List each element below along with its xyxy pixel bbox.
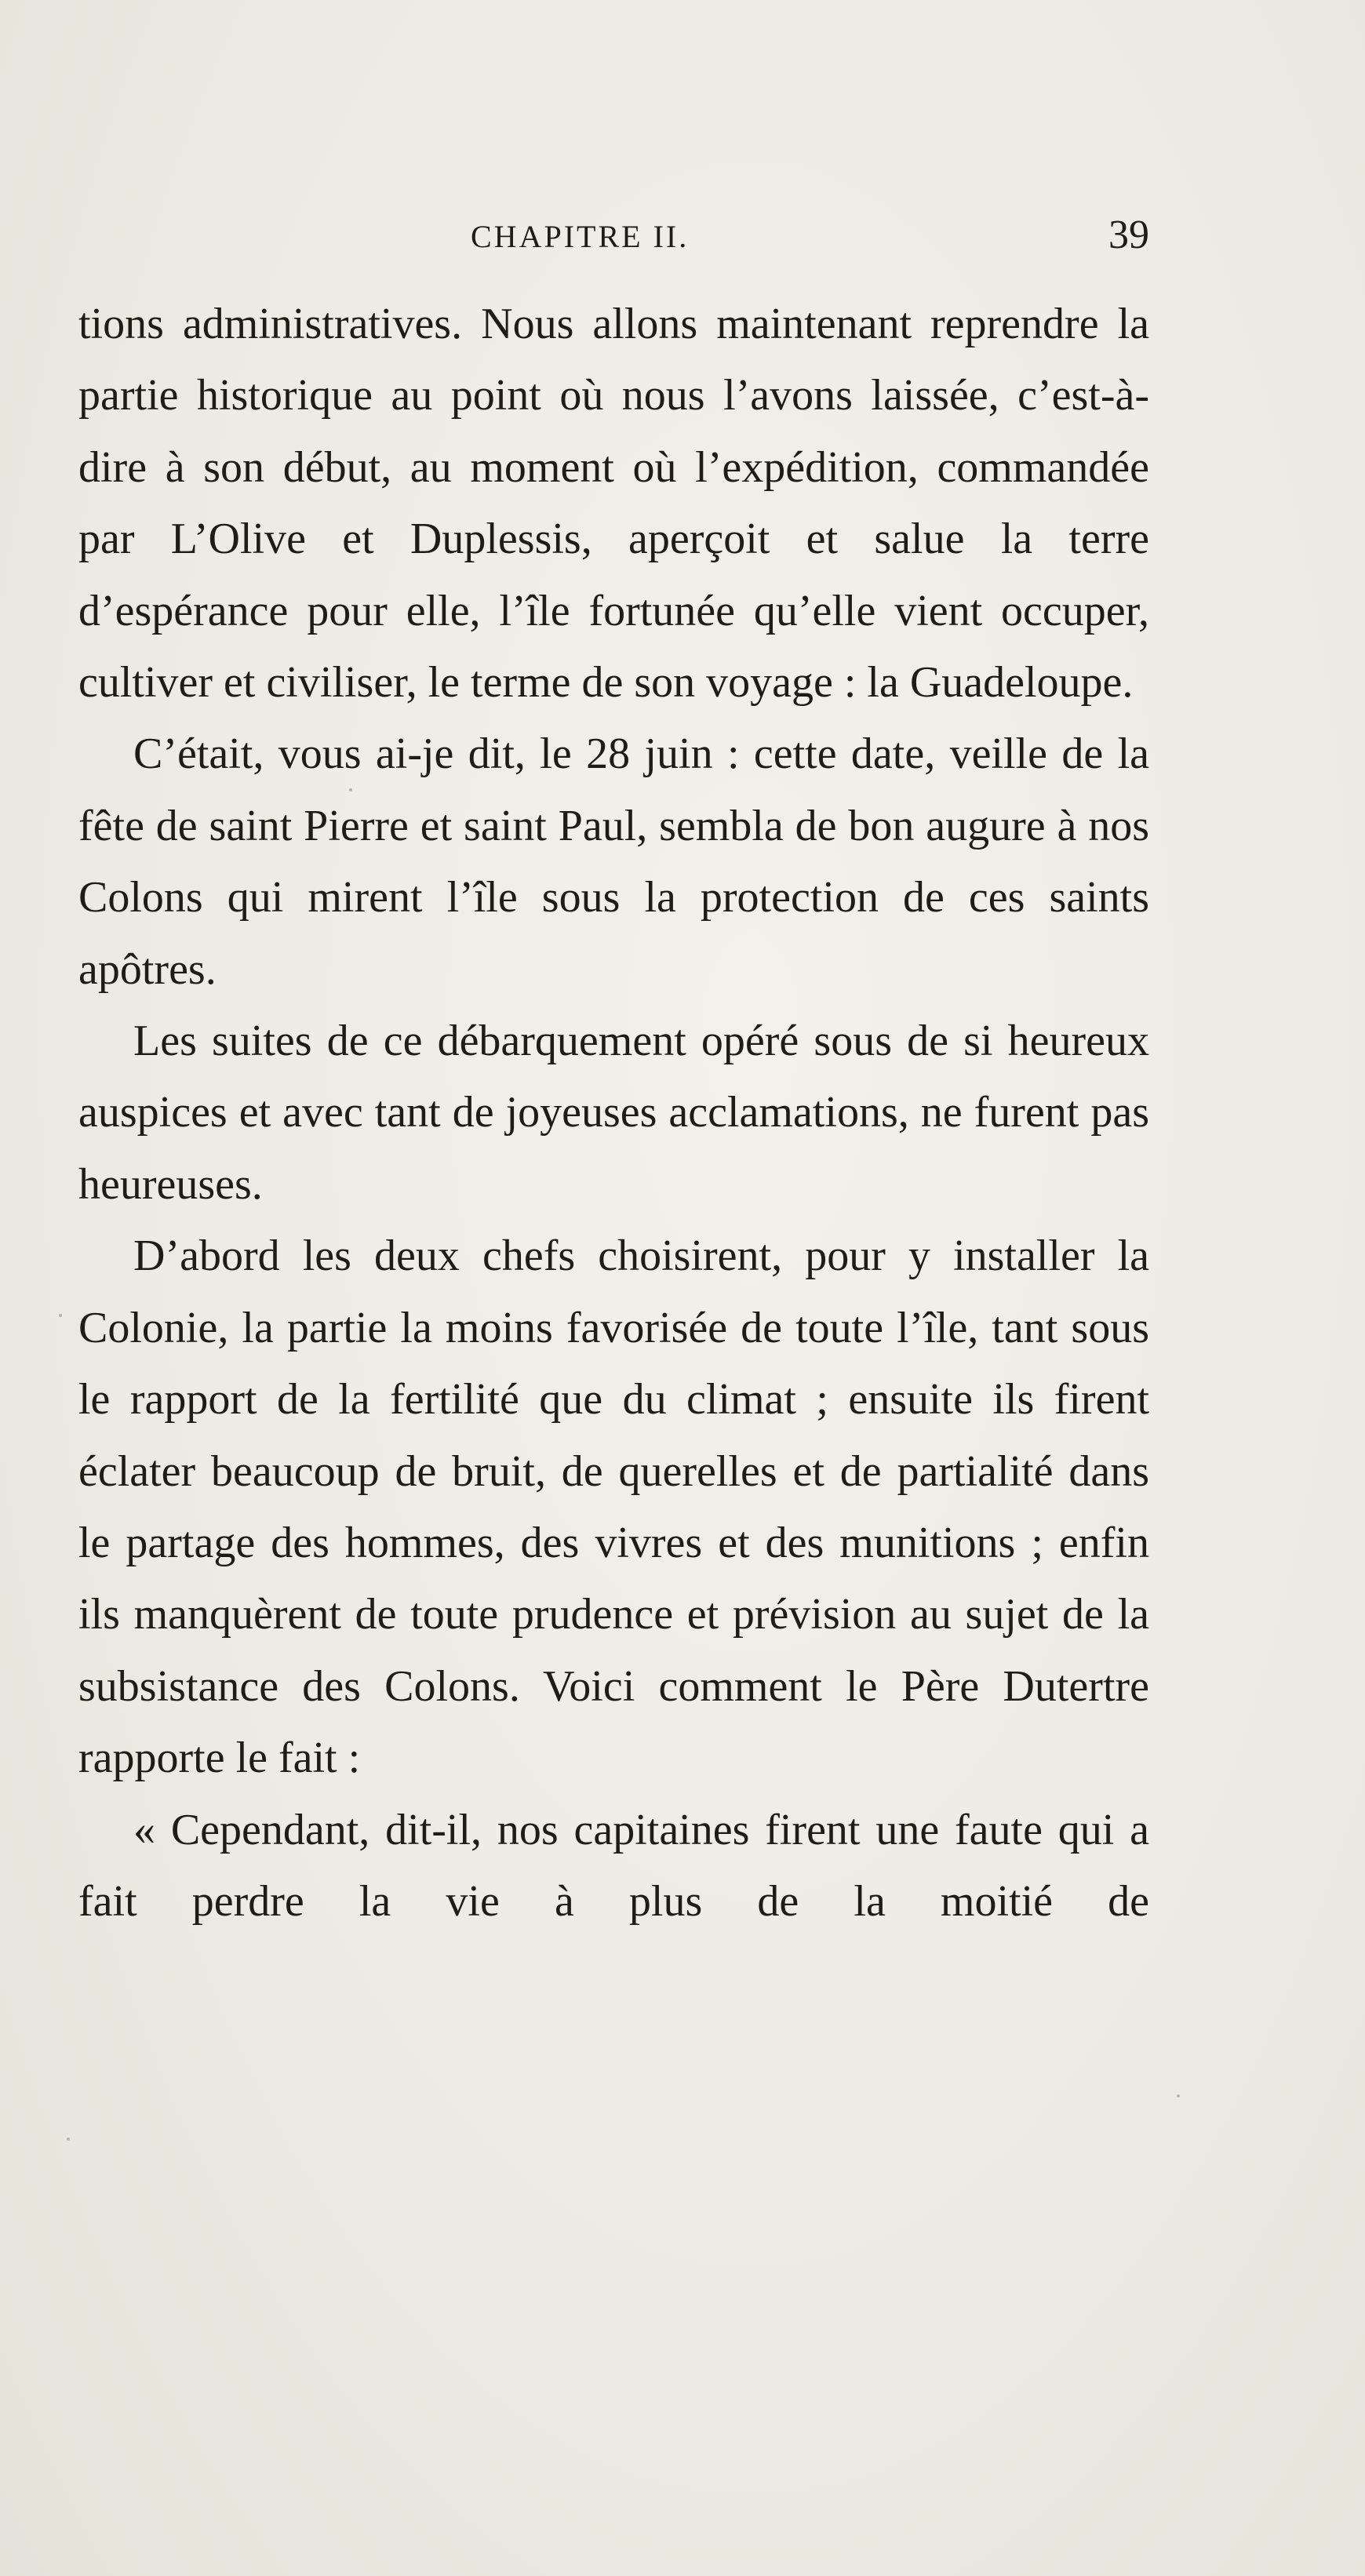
body-text <box>78 289 1149 1937</box>
chapter-title: CHAPITRE II. <box>471 219 690 254</box>
paper-speck <box>349 788 352 791</box>
paragraph: « Cependant, dit-il, nos capitaines firent une faute qui a fait perdre la vie à plus de la moitié de <box>78 1805 1149 1926</box>
paragraph: Les suites de ce débarquement opéré sous de si heureux auspices et avec tant de joyeuses acclamations, ne furent pas heureuses. <box>78 1017 1149 1209</box>
page-number: 39 <box>1108 213 1149 257</box>
paper-speck <box>59 1314 62 1317</box>
running-head <box>78 212 1149 267</box>
paragraph: tions administratives. Nous allons maintenant reprendre la partie historique au point où nous l’avons laissée, c’est-à-dire à son début, au moment où l’expédition, commandée par L’Olive et Duplessis, aperçoit et salue la terre d’espérance pour elle, l’île fortunée qu’elle vient occuper, cultiver et civiliser, le terme de son voyage : la Guadeloupe. <box>78 300 1149 708</box>
paper-speck <box>67 2138 70 2141</box>
paragraph: D’abord les deux chefs choisirent, pour y installer la Colonie, la partie la moins favorisée de toute l’île, tant sous le rapport de la fertilité que du climat ; ensuite ils firent éclater beaucoup de bruit, de querelles et de partialité dans le partage des hommes, des vivres et des munitions ; enfin ils manquèrent de toute prudence et prévision au sujet de la subsistance des Colons. Voici comment le Père Dutertre rapporte le fait : <box>78 1232 1149 1783</box>
paper-speck <box>1177 2094 1180 2098</box>
paragraph: C’était, vous ai-je dit, le 28 juin : cette date, veille de la fête de saint Pierre et saint Paul, sembla de bon augure à nos Colons qui mirent l’île sous la protection de ces saints apôtres. <box>78 730 1149 994</box>
